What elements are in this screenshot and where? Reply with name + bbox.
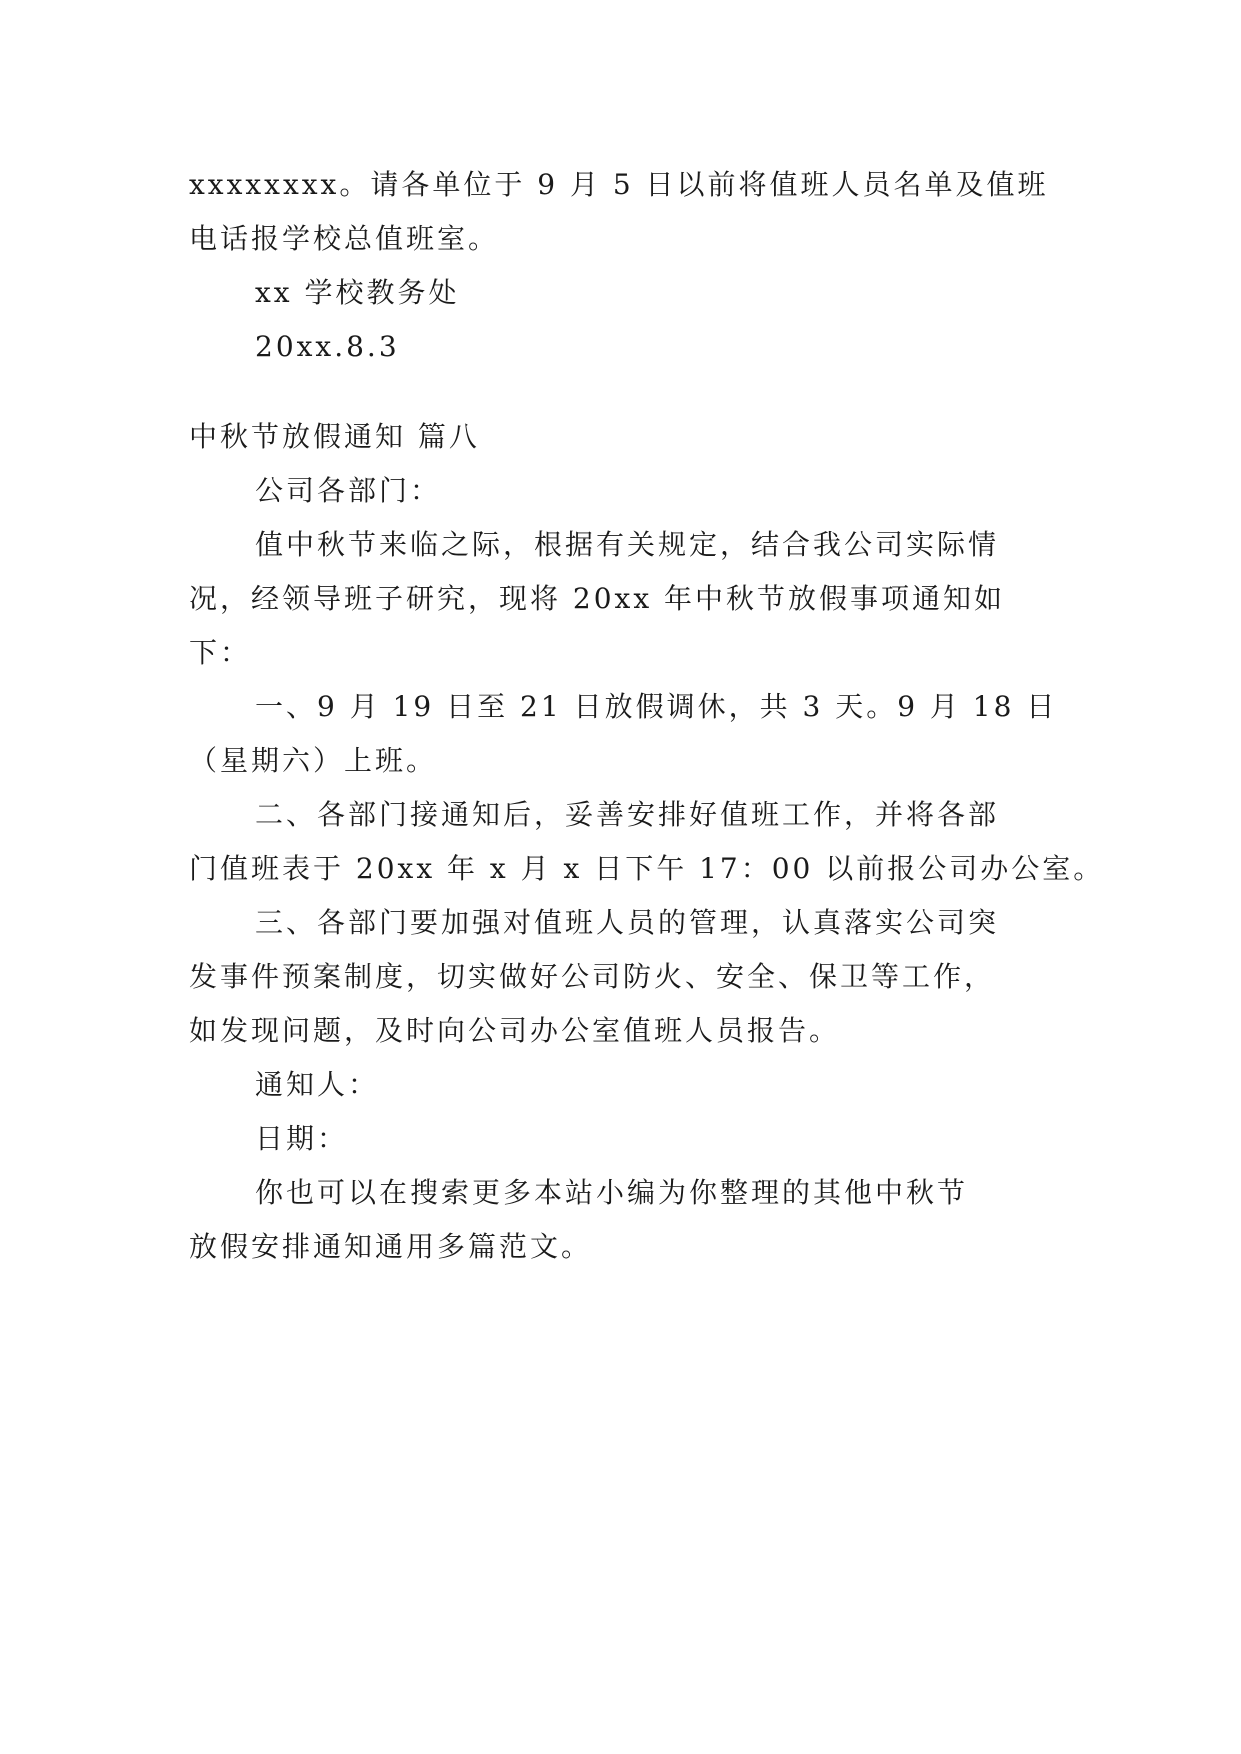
item-line: 一、9 月 19 日至 21 日放假调休，共 3 天。9 月 18 日 (255, 690, 1058, 723)
intro-paragraph (189, 158, 1059, 266)
item-3 (189, 896, 1059, 1058)
salutation: 公司各部门： (255, 474, 442, 507)
school-date: 20xx.8.3 (255, 330, 400, 363)
item-line: 门值班表于 20xx 年 x 月 x 日下午 17：00 以前报公司办公室。 (189, 852, 1105, 885)
date-label: 日期： (255, 1122, 349, 1155)
intro-line: xxxxxxxx。请各单位于 9 月 5 日以前将值班人员名单及值班 (189, 168, 1049, 201)
item-line: 发事件预案制度，切实做好公司防火、安全、保卫等工作， (189, 960, 996, 993)
paragraph-1 (189, 518, 1059, 680)
school-signature: xx 学校教务处 (255, 276, 460, 309)
item-line: （星期六）上班。 (189, 744, 438, 777)
item-1 (189, 680, 1059, 788)
section-title: 中秋节放假通知 篇八 (189, 420, 480, 453)
paragraph-line: 况，经领导班子研究，现将 20xx 年中秋节放假事项通知如 (189, 582, 1006, 615)
item-line: 如发现问题，及时向公司办公室值班人员报告。 (189, 1014, 841, 1047)
section-gap (189, 374, 1059, 410)
document-body (189, 158, 1105, 1274)
paragraph-line: 值中秋节来临之际，根据有关规定，结合我公司实际情 (255, 528, 1000, 561)
item-2 (189, 788, 1105, 896)
item-line: 二、各部门接通知后，妥善安排好值班工作，并将各部 (255, 798, 1000, 831)
closing-line: 放假安排通知通用多篇范文。 (189, 1230, 593, 1263)
closing-paragraph (189, 1166, 1059, 1274)
notifier-label: 通知人： (255, 1068, 380, 1101)
paragraph-line: 下： (189, 636, 252, 669)
item-line: 三、各部门要加强对值班人员的管理，认真落实公司突 (255, 906, 1000, 939)
closing-line: 你也可以在搜索更多本站小编为你整理的其他中秋节 (255, 1176, 969, 1209)
intro-line: 电话报学校总值班室。 (189, 222, 500, 255)
